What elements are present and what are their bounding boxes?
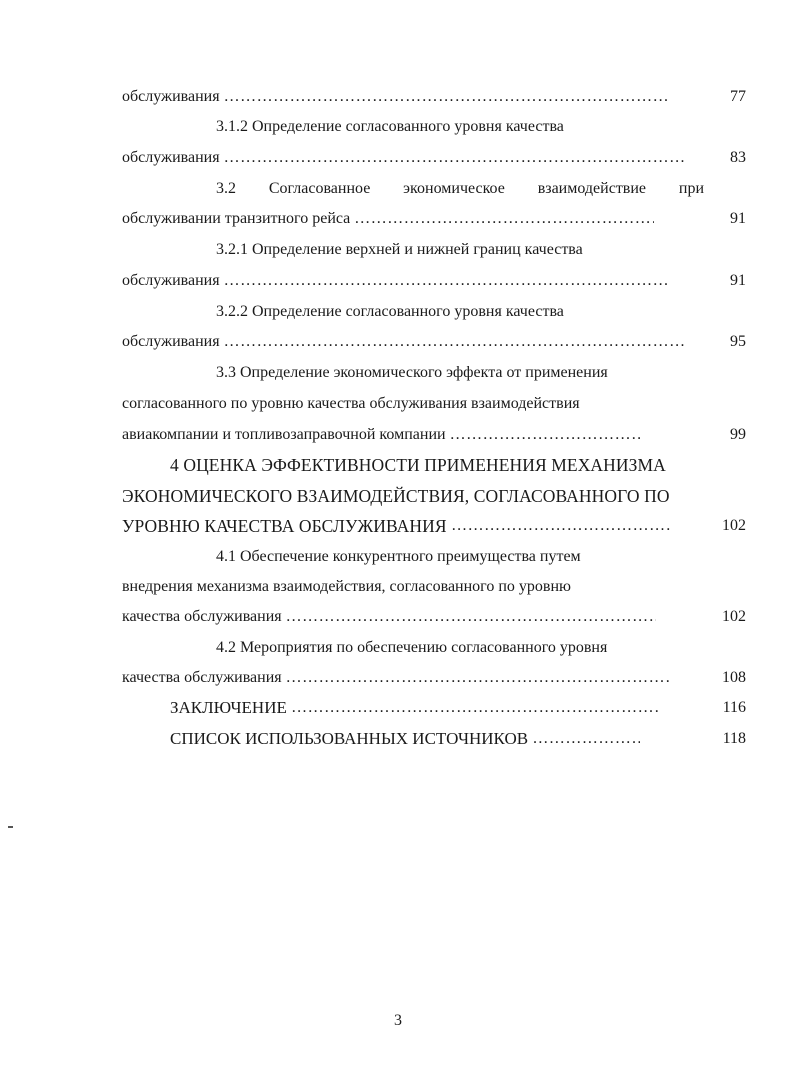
toc-entry-heading (216, 179, 704, 199)
toc-page-number: 83 (730, 149, 746, 166)
dot-leader (291, 698, 659, 718)
toc-entry-line (170, 729, 640, 749)
toc-page-number: 102 (722, 608, 746, 625)
toc-entry-heading: 4.1 Обеспечение конкурентного преимущества путем (216, 548, 581, 565)
page-number: 3 (394, 1012, 402, 1029)
toc-entry-text: качества обслуживания (122, 669, 282, 686)
toc-entry-line (122, 516, 671, 536)
toc-entry-heading: 3.1.2 Определение согласованного уровня качества (216, 118, 564, 135)
toc-entry-text: обслуживания (122, 88, 220, 105)
toc-entry-text: обслуживания (122, 333, 220, 350)
scan-artifact (8, 826, 13, 828)
heading-word: экономическое (403, 180, 505, 197)
toc-entry-line (122, 209, 654, 229)
toc-entry-text: обслуживании транзитного рейса (122, 210, 351, 227)
toc-entry-text: авиакомпании и топливозаправочной компании (122, 426, 446, 443)
toc-page-number: 91 (730, 272, 746, 289)
toc-entry-heading-cont: внедрения механизма взаимодействия, согласованного по уровню (122, 578, 571, 595)
toc-entry-line (122, 607, 656, 627)
toc-entry-heading: 3.2.2 Определение согласованного уровня качества (216, 303, 564, 320)
toc-entry-heading: 3.2.1 Определение верхней и нижней границ качества (216, 241, 583, 258)
toc-entry-text: обслуживания (122, 149, 220, 166)
heading-word: Согласованное (268, 180, 371, 197)
toc-entry-heading: 4.2 Мероприятия по обеспечению согласованного уровня (216, 639, 608, 656)
toc-page-number: 102 (722, 517, 746, 534)
toc-entry-line (122, 332, 686, 352)
heading-word: взаимодействие (537, 180, 647, 197)
toc-page-number: 118 (722, 730, 746, 747)
dot-leader (224, 332, 686, 352)
dot-leader (286, 668, 672, 688)
toc-entry-heading-cont: согласованного по уровню качества обслуживания взаимодействия (122, 395, 580, 412)
dot-leader (450, 425, 640, 445)
toc-page-number: 91 (730, 210, 746, 227)
toc-entry-text: обслуживания (122, 272, 220, 289)
dot-leader (286, 607, 656, 627)
heading-word: при (678, 180, 704, 197)
toc-entry-text: УРОВНЮ КАЧЕСТВА ОБСЛУЖИВАНИЯ (122, 516, 447, 536)
dot-leader (224, 271, 670, 291)
heading-word: 3.2 (216, 180, 236, 197)
toc-entry-line (170, 698, 659, 718)
toc-page-number: 116 (722, 699, 746, 716)
toc-chapter-heading: 4 ОЦЕНКА ЭФФЕКТИВНОСТИ ПРИМЕНЕНИЯ МЕХАНИЗМА (170, 455, 666, 475)
dot-leader (224, 148, 686, 168)
toc-page-number: 77 (730, 88, 746, 105)
toc-entry-text: качества обслуживания (122, 608, 282, 625)
dot-leader (354, 209, 654, 229)
toc-entry-line (122, 425, 640, 445)
dot-leader (451, 516, 671, 536)
toc-entry-line (122, 668, 672, 688)
toc-chapter-heading-cont: ЭКОНОМИЧЕСКОГО ВЗАИМОДЕЙСТВИЯ, СОГЛАСОВАННОГО ПО (122, 486, 670, 506)
toc-entry-heading: 3.3 Определение экономического эффекта от применения (216, 364, 608, 381)
toc-page-number: 99 (730, 426, 746, 443)
dot-leader (224, 87, 670, 107)
toc-entry-text: ЗАКЛЮЧЕНИЕ (170, 698, 287, 717)
toc-page-number: 108 (722, 669, 746, 686)
dot-leader (532, 729, 640, 749)
toc-page-number: 95 (730, 333, 746, 350)
toc-entry-line (122, 271, 670, 291)
toc-entry-text: СПИСОК ИСПОЛЬЗОВАННЫХ ИСТОЧНИКОВ (170, 729, 529, 748)
toc-entry-line (122, 148, 686, 168)
toc-entry-line (122, 87, 670, 107)
